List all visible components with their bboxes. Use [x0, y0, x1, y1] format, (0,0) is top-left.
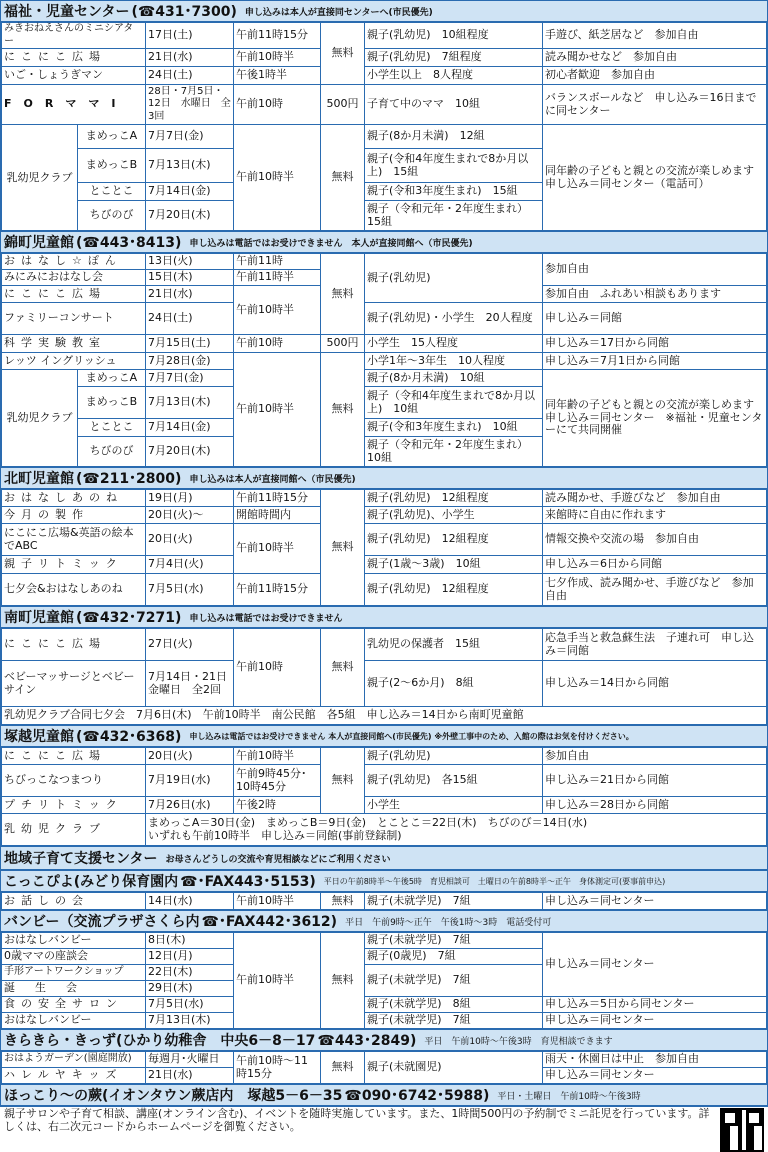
kirakira-table [1, 1051, 767, 1084]
event-info: 初心者歓迎 参加自由 [543, 67, 767, 85]
event-target: 親子(乳幼児) 7組程度 [365, 49, 543, 67]
event-info: 参加自由 [543, 748, 767, 765]
event-info: 情報交換や交流の場 参加自由 [543, 524, 767, 556]
event-name: おはようガーデン(園庭開放) [2, 1052, 146, 1068]
nishiki-section [1, 231, 767, 467]
event-time: 午前10時半 [234, 524, 321, 574]
table-row [2, 748, 767, 765]
tsukagoshi-header [1, 725, 767, 747]
bambi-title: バンビー（交流プラザさくら内 [4, 914, 200, 930]
event-date: 12日(月) [146, 949, 234, 965]
minami-title: 南町児童館 [4, 610, 74, 626]
event-date: 24日(土) [146, 303, 234, 335]
event-time: 午前10時 [234, 335, 321, 353]
fukushi-tel[interactable]: (☎431･7300) [131, 4, 237, 20]
event-name: 七夕会&おはなしあのね [2, 574, 146, 606]
event-time: 午後1時半 [234, 67, 321, 85]
event-date: 21日(水) [146, 49, 234, 67]
event-target: 乳幼児の保護者 15組 [365, 629, 543, 661]
fukushi-table [1, 22, 767, 231]
table-row [2, 707, 767, 725]
hokkori-description [1, 1106, 767, 1134]
event-name: 誕生会 [2, 981, 146, 997]
club-name: ちびのび [78, 201, 146, 231]
event-time: 開館時間内 [234, 507, 321, 524]
nishiki-tel[interactable]: (☎443･8413) [76, 235, 182, 251]
club-date: 7月14日(金) [146, 183, 234, 201]
event-name: 親子リトミック [2, 556, 146, 574]
event-date: 7月13日(木) [146, 1013, 234, 1029]
minami-extra-event: 乳幼児クラブ合同七夕会 7月6日(木) 午前10時半 南公民館 各5組 申し込み＝14日から南町児童館 [2, 707, 767, 725]
club-date: 7月13日(木) [146, 149, 234, 183]
event-target: 親子(未就園児) [365, 1052, 543, 1084]
event-date: 22日(木) [146, 965, 234, 981]
club-target: 親子(令和3年度生まれ) 15組 [365, 183, 543, 201]
club-name: まめっこB [78, 149, 146, 183]
bambi-hours: 平日 午前9時～正午 午後1時～3時 電話受付可 [345, 917, 552, 928]
event-time: 午前10時半 [234, 286, 321, 335]
table-row [2, 524, 767, 556]
event-name: ちびっこなつまつり [2, 765, 146, 797]
event-date: 28日・7月5日・12日 水曜日 全3回 [146, 85, 234, 125]
event-name: にこにこ広場&英語の絵本でABC [2, 524, 146, 556]
club-target: 親子(令和3年度生まれ) 10組 [365, 419, 543, 437]
event-date: 7月26日(水) [146, 797, 234, 814]
club-info: 同年齢の子どもと親との交流が楽しめます 申し込み＝同センター（電話可） [543, 125, 767, 231]
event-name: ベビーマッサージとベビーサイン [2, 661, 146, 707]
table-row [2, 370, 767, 387]
event-fee: 500円 [321, 85, 365, 125]
bambi-tel[interactable]: ☎･FAX442･3612) [201, 914, 338, 930]
tsukagoshi-title: 塚越児童館 [4, 729, 74, 745]
event-name: 手形アートワークショップ [2, 965, 146, 981]
kokko-hours: 平日の午前8時半～午後5時 育児相談可 土曜日の午前8時半～正午 身体測定可(要事前申込) [323, 876, 666, 886]
table-row [2, 335, 767, 353]
bambi-table [1, 932, 767, 1029]
event-target: 親子(乳幼児) 12組程度 [365, 490, 543, 507]
minami-section [1, 606, 767, 725]
hokkori-header [1, 1084, 767, 1106]
event-target: 親子(未就学児) 7組 [365, 933, 543, 949]
event-info: 申し込み＝28日から同館 [543, 797, 767, 814]
event-date: 7月19日(水) [146, 765, 234, 797]
event-name: 0歳ママの座談会 [2, 949, 146, 965]
minami-table [1, 628, 767, 725]
fukushi-title: 福祉・児童センター [4, 4, 130, 20]
event-date: 7月5日(水) [146, 574, 234, 606]
event-time: 午前9時45分･10時45分 [234, 765, 321, 797]
tsukagoshi-note: 申し込みは電話ではお受けできません 本人が直接同館へ(市民優先) ※外壁工事中のため、入館の際はお気を付けください。 [189, 731, 634, 741]
event-name: ハレルヤキッズ [2, 1068, 146, 1084]
event-info: 申し込み＝5日から同センター [543, 997, 767, 1013]
club-target: 親子(令和4年度生まれで8か月以上) 15組 [365, 149, 543, 183]
event-target: 親子(2～6か月) 8組 [365, 661, 543, 707]
event-time: 午前11時15分 [234, 490, 321, 507]
club-schedule [146, 814, 767, 846]
table-row [2, 490, 767, 507]
kirakira-hours: 平日 午前10時～午後3時 育児相談できます [424, 1036, 613, 1047]
event-date: 毎週月･火曜日 [146, 1052, 234, 1068]
table-row [2, 507, 767, 524]
event-info: 雨天・休園日は中止 参加自由 [543, 1052, 767, 1068]
event-name: お話しの会 [2, 893, 146, 910]
nishiki-note: 申し込みは電話ではお受けできません 本人が直接同館へ（市民優先) [189, 238, 473, 249]
event-target: 小学生 [365, 797, 543, 814]
event-date: 14日(水) [146, 893, 234, 910]
club-name: まめっこA [78, 125, 146, 149]
event-target: 親子(乳幼児) 10組程度 [365, 23, 543, 49]
club-date: 7月13日(木) [146, 387, 234, 419]
event-target: 親子(乳幼児)、小学生 [365, 507, 543, 524]
event-info: 申し込み＝同センター [543, 933, 767, 997]
event-name: 科学実験教室 [2, 335, 146, 353]
fukushi-note: 申し込みは本人が直接同センターへ(市民優先) [244, 7, 433, 18]
table-row [2, 303, 767, 335]
club-time: 午前10時半 [234, 353, 321, 467]
table-row [2, 23, 767, 49]
event-date: 29日(木) [146, 981, 234, 997]
club-target: 親子（令和4年度生まれで8か月以上) 10組 [365, 387, 543, 419]
event-time: 午前10時 [234, 85, 321, 125]
event-name: みにみにおはなし会 [2, 270, 146, 286]
club-fee: 無料 [321, 125, 365, 231]
event-fee: 無料 [321, 23, 365, 85]
event-info: バランスボールなど 申し込み＝16日までに同センター [543, 85, 767, 125]
kitamachi-header [1, 467, 767, 489]
event-name: おはなしあのね [2, 490, 146, 507]
event-fee: 無料 [321, 254, 365, 335]
event-fee: 無料 [321, 933, 365, 1029]
nishiki-header [1, 231, 767, 253]
kitamachi-tel[interactable]: (☎211･2800) [76, 471, 182, 487]
kitamachi-note: 申し込みは本人が直接同館へ（市民優先) [189, 474, 356, 485]
event-info: 七夕作成、読み聞かせ、手遊びなど 参加自由 [543, 574, 767, 606]
club-schedule-line1: まめっこA＝30日(金) まめっこB＝9日(金) とことこ＝22日(木) ちびのび＝14日(水) [148, 816, 588, 829]
event-info: 申し込み＝同センター [543, 1068, 767, 1084]
event-name: にこにこ広場 [2, 629, 146, 661]
club-name: とことこ [78, 419, 146, 437]
event-name: レッツ イングリッシュ [2, 353, 146, 370]
club-target: 親子（令和元年・2年度生まれ） 15組 [365, 201, 543, 231]
table-row [2, 765, 767, 797]
event-time: 午前10時 [234, 629, 321, 707]
event-date: 17日(土) [146, 23, 234, 49]
event-name: おはなし☆ぽん [2, 254, 146, 270]
event-fee: 無料 [321, 490, 365, 606]
event-name: みきおねえさんのミニシアター [2, 23, 146, 49]
hokkori-hours: 平日・土曜日 午前10時～午後3時 [497, 1091, 641, 1102]
club-name: まめっこA [78, 370, 146, 387]
minami-note: 申し込みは電話ではお受けできません [189, 613, 343, 624]
club-name: とことこ [78, 183, 146, 201]
hokkori-title: ほっこり～の蕨(イオンタウン蕨店内 塚越5－6－35 [4, 1088, 343, 1104]
event-target: 子育て中のママ 10組 [365, 85, 543, 125]
event-target: 親子(未就学児) 8組 [365, 997, 543, 1013]
event-info: 申し込み＝17日から同館 [543, 335, 767, 353]
table-row [2, 893, 767, 910]
table-row [2, 254, 767, 270]
event-name: にこにこ広場 [2, 286, 146, 303]
table-row [2, 353, 767, 370]
fukushi-section [1, 1, 767, 231]
event-date: 20日(火) [146, 748, 234, 765]
event-info: 来館時に自由に作れます [543, 507, 767, 524]
event-fee: 無料 [321, 748, 365, 814]
tsukagoshi-section [1, 725, 767, 846]
event-info: 参加自由 [543, 254, 767, 286]
minami-header [1, 606, 767, 628]
club-date: 7月20日(木) [146, 437, 234, 467]
event-target: 親子(未就学児) 7組 [365, 965, 543, 997]
chiiki-note: お母さんどうしの交流や育児相談などにご利用ください [165, 854, 391, 865]
event-date: 24日(土) [146, 67, 234, 85]
event-date: 20日(火) [146, 524, 234, 556]
club-target: 親子（令和元年・2年度生まれ） 10組 [365, 437, 543, 467]
event-time: 午後2時 [234, 797, 321, 814]
table-row [2, 556, 767, 574]
event-name: FORママI [2, 85, 146, 125]
club-date: 7月14日(金) [146, 419, 234, 437]
event-info: 申し込み＝同センター [543, 1013, 767, 1029]
table-row [2, 574, 767, 606]
event-target: 親子(乳幼児)・小学生 20人程度 [365, 303, 543, 335]
event-date: 8日(木) [146, 933, 234, 949]
event-name: おはなしバンビー [2, 933, 146, 949]
hokkori-tel[interactable]: ☎090･6742･5988) [344, 1088, 490, 1104]
club-time: 午前10時半 [234, 125, 321, 231]
event-date: 19日(月) [146, 490, 234, 507]
table-row [2, 85, 767, 125]
event-target: 親子(未就学児) 7組 [365, 1013, 543, 1029]
event-fee: 無料 [321, 893, 365, 910]
event-info: 読み聞かせ、手遊びなど 参加自由 [543, 490, 767, 507]
event-target: 親子(0歳児) 7組 [365, 949, 543, 965]
event-fee: 無料 [321, 629, 365, 707]
event-name: プチリトミック [2, 797, 146, 814]
kokko-title: こっこぴよ(みどり保育園内 [4, 874, 179, 890]
table-row [2, 1052, 767, 1068]
event-name: ファミリーコンサート [2, 303, 146, 335]
club-name: ちびのび [78, 437, 146, 467]
table-row [2, 1013, 767, 1029]
event-info: 応急手当と救急蘇生法 子連れ可 申し込み＝同館 [543, 629, 767, 661]
event-name: おはなしバンビー [2, 1013, 146, 1029]
event-target: 小学生以上 8人程度 [365, 67, 543, 85]
event-date: 7月15日(土) [146, 335, 234, 353]
event-info: 読み聞かせなど 参加自由 [543, 49, 767, 67]
event-name: にこにこ広場 [2, 49, 146, 67]
table-row [2, 125, 767, 149]
tsukagoshi-table [1, 747, 767, 846]
chiiki-header [1, 846, 767, 870]
table-row [2, 814, 767, 846]
kokko-table [1, 892, 767, 910]
event-info: 申し込み＝21日から同館 [543, 765, 767, 797]
event-time: 午前10時半 [234, 748, 321, 765]
event-time: 午前11時15分 [234, 574, 321, 606]
kirakira-header [1, 1029, 767, 1051]
event-target: 親子(未就学児) 7組 [365, 893, 543, 910]
event-fee: 500円 [321, 335, 365, 353]
club-target: 親子(8か月未満) 10組 [365, 370, 543, 387]
event-fee: 無料 [321, 353, 365, 467]
event-date: 7月5日(水) [146, 997, 234, 1013]
club-label: 乳幼児クラブ [2, 814, 146, 846]
minami-tel[interactable]: (☎432･7271) [76, 610, 182, 626]
event-target: 親子(乳幼児) 各15組 [365, 765, 543, 797]
table-row [2, 933, 767, 949]
club-label: 乳幼児クラブ [2, 370, 78, 467]
event-info: 申し込み＝6日から同館 [543, 556, 767, 574]
event-info: 申し込み＝同館 [543, 303, 767, 335]
hokkori-footer-text: 親子サロンや子育て相談、講座(オンライン含む)、イベントを随時実施しています。また、1時間500円の予約制でミニ託児を行っています。詳しくは、右二次元コードからホームページを御覧ください。 [4, 1107, 710, 1133]
kirakira-tel[interactable]: ☎443･2849) [317, 1033, 417, 1049]
kokko-header [1, 870, 767, 892]
chiiki-title: 地域子育て支援センター [4, 851, 158, 867]
event-date: 20日(火)～ [146, 507, 234, 524]
event-time: 午前10時半 [234, 933, 321, 1029]
tsukagoshi-tel[interactable]: (☎432･6368) [76, 729, 182, 745]
event-target: 親子(乳幼児) 12組程度 [365, 574, 543, 606]
fukushi-header [1, 1, 767, 22]
event-name: いご・しょうぎマン [2, 67, 146, 85]
event-target: 親子(乳幼児) [365, 254, 543, 303]
event-date: 21日(水) [146, 286, 234, 303]
event-date: 7月14日・21日 金曜日 全2回 [146, 661, 234, 707]
event-time: 午前10時半 [234, 893, 321, 910]
event-time: 午前11時 [234, 254, 321, 270]
nishiki-table [1, 253, 767, 467]
nishiki-title: 錦町児童館 [4, 235, 74, 251]
club-name: まめっこB [78, 387, 146, 419]
club-date: 7月7日(金) [146, 370, 234, 387]
table-row [2, 49, 767, 67]
event-info: 申し込み＝7月1日から同館 [543, 353, 767, 370]
event-target: 親子(1歳～3歳) 10組 [365, 556, 543, 574]
event-date: 21日(水) [146, 1068, 234, 1084]
club-date: 7月7日(金) [146, 125, 234, 149]
event-time: 午前11時半 [234, 270, 321, 286]
event-date: 27日(火) [146, 629, 234, 661]
club-info: 同年齢の子どもと親との交流が楽しめます 申し込み＝同センター ※福祉・児童センターにて共同開催 [543, 370, 767, 467]
club-target: 親子(8か月未満) 12組 [365, 125, 543, 149]
event-target: 小学1年～3年生 10人程度 [365, 353, 543, 370]
event-target: 親子(乳幼児) 12組程度 [365, 524, 543, 556]
qr-code-icon[interactable] [720, 1108, 764, 1152]
event-fee: 無料 [321, 1052, 365, 1084]
event-time: 午前10時～11時15分 [234, 1052, 321, 1084]
event-name: 食の安全サロン [2, 997, 146, 1013]
club-date: 7月20日(木) [146, 201, 234, 231]
club-schedule-line2: いずれも午前10時半 申し込み＝同館(事前登録制) [148, 828, 402, 842]
kitamachi-title: 北町児童館 [4, 471, 74, 487]
bambi-header [1, 910, 767, 932]
event-time: 午前11時15分 [234, 23, 321, 49]
event-target: 親子(乳幼児) [365, 748, 543, 765]
event-date: 7月28日(金) [146, 353, 234, 370]
table-row [2, 67, 767, 85]
event-name: にこにこ広場 [2, 748, 146, 765]
table-row [2, 629, 767, 661]
event-name: 今月の製作 [2, 507, 146, 524]
kokko-tel[interactable]: ☎･FAX443･5153) [180, 874, 316, 890]
event-info: 申し込み＝同センター [543, 893, 767, 910]
kitamachi-section [1, 467, 767, 606]
event-time: 午前10時半 [234, 49, 321, 67]
club-label: 乳幼児クラブ [2, 125, 78, 231]
event-date: 13日(火) [146, 254, 234, 270]
table-row [2, 797, 767, 814]
event-target: 小学生 15人程度 [365, 335, 543, 353]
table-row [2, 661, 767, 707]
table-row [2, 997, 767, 1013]
kitamachi-table [1, 489, 767, 606]
event-info: 参加自由 ふれあい相談もあります [543, 286, 767, 303]
event-info: 申し込み＝14日から同館 [543, 661, 767, 707]
kirakira-title: きらきら・きっず(ひかり幼稚舎 中央6－8－17 [4, 1033, 316, 1049]
event-date: 7月4日(火) [146, 556, 234, 574]
event-date: 15日(木) [146, 270, 234, 286]
event-info: 手遊び、紙芝居など 参加自由 [543, 23, 767, 49]
